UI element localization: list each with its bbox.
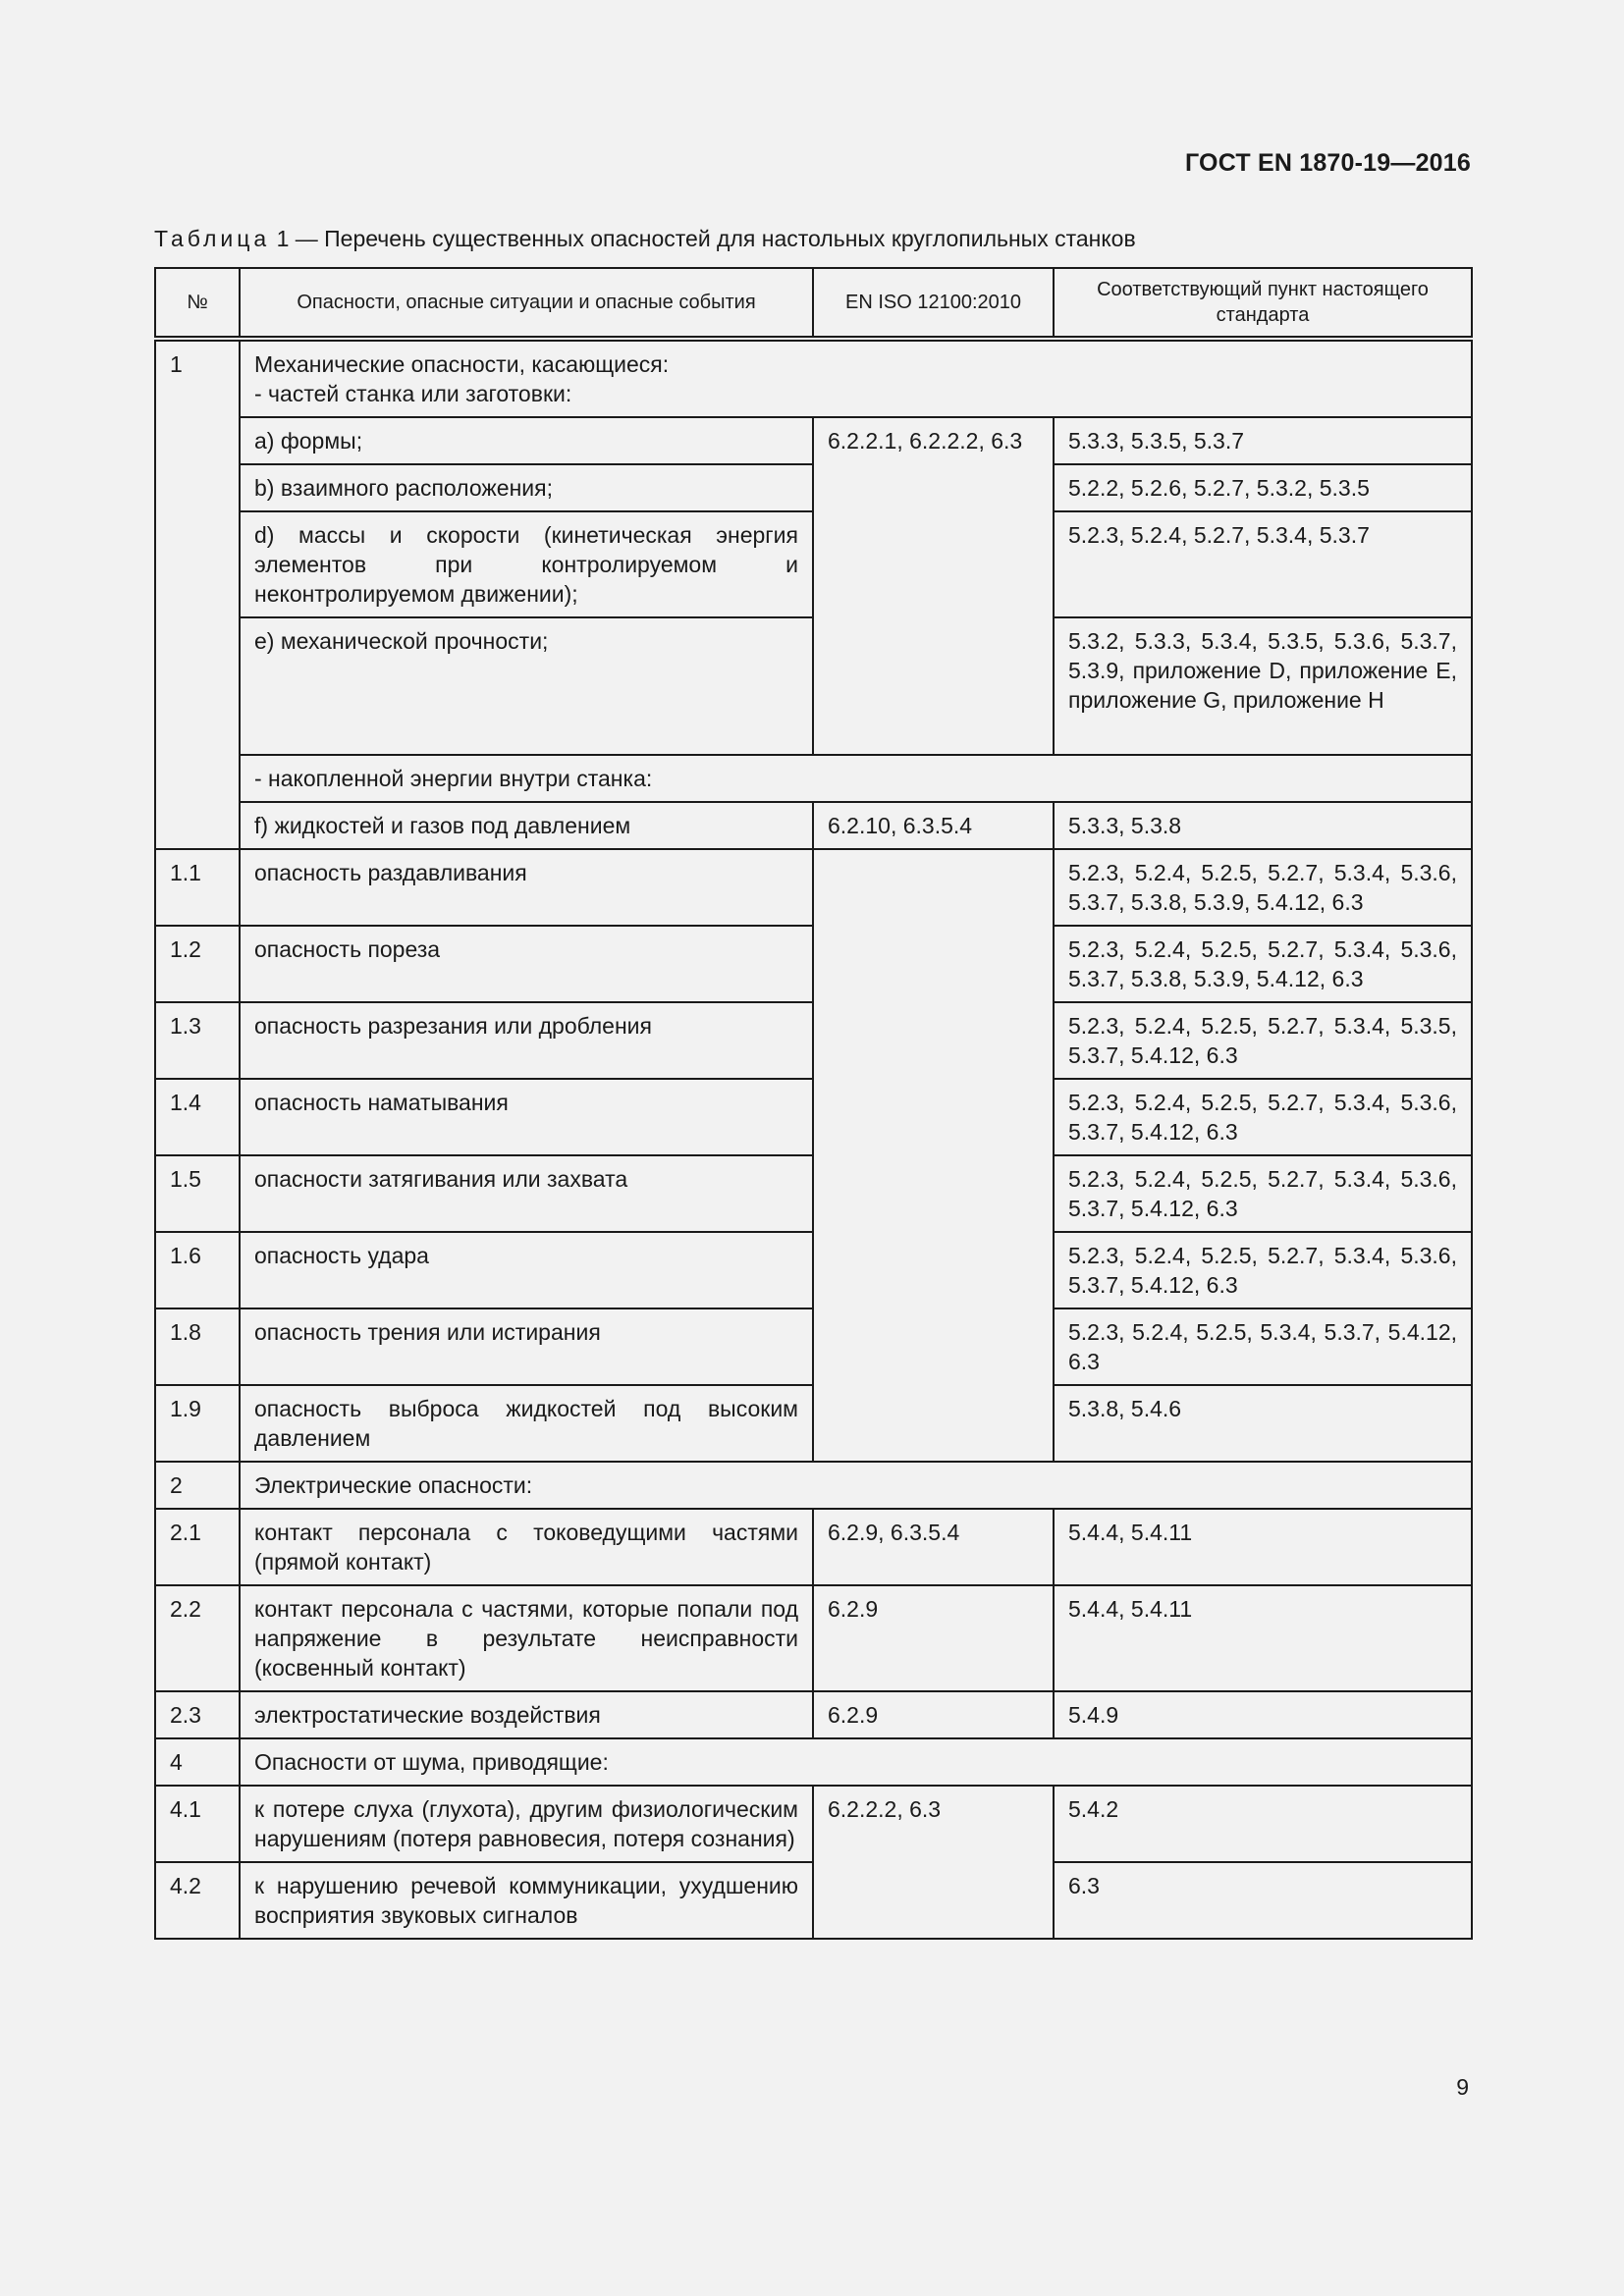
column-header-iso: EN ISO 12100:2010 — [813, 268, 1054, 339]
clause-cell: 5.4.4, 5.4.11 — [1054, 1585, 1472, 1691]
table-row — [155, 755, 1472, 802]
hazard-cell: опасность наматывания — [240, 1079, 813, 1155]
clause-cell: 5.3.3, 5.3.8 — [1054, 802, 1472, 849]
hazard-cell: e) механической прочности; — [240, 617, 813, 755]
clause-cell: 5.2.3, 5.2.4, 5.2.5, 5.2.7, 5.3.4, 5.3.5, 5.3.7, 5.4.12, 6.3 — [1054, 1002, 1472, 1079]
hazard-cell: Электрические опасности: — [240, 1462, 1472, 1509]
row-number: 1.5 — [155, 1155, 240, 1232]
iso-cell: 6.2.2.2, 6.3 — [813, 1786, 1054, 1939]
hazard-cell: f) жидкостей и газов под давлением — [240, 802, 813, 849]
row-number: 1.8 — [155, 1308, 240, 1385]
hazard-cell: d) массы и скорости (кинетическая энергия элементов при контролируемом и неконтролируемом движении); — [240, 511, 813, 617]
table-row — [155, 1691, 1472, 1738]
table-caption — [154, 226, 1136, 252]
clause-cell: 5.2.3, 5.2.4, 5.2.7, 5.3.4, 5.3.7 — [1054, 511, 1472, 617]
clause-cell: 5.2.3, 5.2.4, 5.2.5, 5.2.7, 5.3.4, 5.3.6, 5.3.7, 5.3.8, 5.3.9, 5.4.12, 6.3 — [1054, 849, 1472, 926]
hazard-cell: Опасности от шума, приводящие: — [240, 1738, 1472, 1786]
document-code: ГОСТ EN 1870-19—2016 — [1185, 149, 1471, 177]
table-row — [155, 339, 1472, 417]
hazard-cell: Механические опасности, касающиеся: - частей станка или заготовки: — [240, 339, 1472, 417]
hazard-cell: опасности затягивания или захвата — [240, 1155, 813, 1232]
table-row — [155, 802, 1472, 849]
row-number: 4.1 — [155, 1786, 240, 1862]
clause-cell: 5.2.3, 5.2.4, 5.2.5, 5.2.7, 5.3.4, 5.3.6, 5.3.7, 5.4.12, 6.3 — [1054, 1155, 1472, 1232]
caption-title: — Перечень существенных опасностей для настольных круглопильных станков — [295, 226, 1136, 251]
row-number: 1.3 — [155, 1002, 240, 1079]
clause-cell: 5.2.3, 5.2.4, 5.2.5, 5.2.7, 5.3.4, 5.3.6, 5.3.7, 5.4.12, 6.3 — [1054, 1079, 1472, 1155]
hazard-cell: опасность раздавливания — [240, 849, 813, 926]
page-number: 9 — [1456, 2074, 1469, 2100]
iso-cell: 6.2.2.1, 6.2.2.2, 6.3 — [813, 417, 1054, 755]
clause-cell: 5.2.3, 5.2.4, 5.2.5, 5.3.4, 5.3.7, 5.4.12, 6.3 — [1054, 1308, 1472, 1385]
iso-cell: 6.2.10, 6.3.5.4 — [813, 802, 1054, 849]
row-number: 1 — [155, 339, 240, 849]
row-number: 4 — [155, 1738, 240, 1786]
clause-cell: 5.3.3, 5.3.5, 5.3.7 — [1054, 417, 1472, 464]
hazard-cell: к потере слуха (глухота), другим физиологическим нарушениям (потеря равновесия, потеря сознания) — [240, 1786, 813, 1862]
row-number: 1.2 — [155, 926, 240, 1002]
row-number: 1.9 — [155, 1385, 240, 1462]
column-header-clause: Соответствующий пункт настоящего стандарта — [1054, 268, 1472, 339]
iso-cell: 6.2.9, 6.3.5.4 — [813, 1509, 1054, 1585]
table-row — [155, 1738, 1472, 1786]
clause-cell: 5.2.3, 5.2.4, 5.2.5, 5.2.7, 5.3.4, 5.3.6, 5.3.7, 5.4.12, 6.3 — [1054, 1232, 1472, 1308]
iso-cell: 6.2.9 — [813, 1585, 1054, 1691]
hazard-cell: к нарушению речевой коммуникации, ухудшению восприятия звуковых сигналов — [240, 1862, 813, 1939]
table-row — [155, 1786, 1472, 1862]
caption-number: 1 — [276, 226, 290, 251]
hazard-cell: a) формы; — [240, 417, 813, 464]
row-number: 2.3 — [155, 1691, 240, 1738]
table-row — [155, 1509, 1472, 1585]
row-number: 2.1 — [155, 1509, 240, 1585]
clause-cell: 5.2.3, 5.2.4, 5.2.5, 5.2.7, 5.3.4, 5.3.6, 5.3.7, 5.3.8, 5.3.9, 5.4.12, 6.3 — [1054, 926, 1472, 1002]
hazard-cell: b) взаимного расположения; — [240, 464, 813, 511]
table-row — [155, 849, 1472, 926]
hazard-cell: контакт персонала с частями, которые попали под напряжение в результате неисправности (косвенный контакт) — [240, 1585, 813, 1691]
hazard-cell: - накопленной энергии внутри станка: — [240, 755, 1472, 802]
table-row — [155, 1585, 1472, 1691]
hazard-cell: опасность разрезания или дробления — [240, 1002, 813, 1079]
column-header-number: № — [155, 268, 240, 339]
table-row — [155, 1462, 1472, 1509]
clause-cell: 5.4.9 — [1054, 1691, 1472, 1738]
table-row — [155, 417, 1472, 464]
row-number: 1.6 — [155, 1232, 240, 1308]
clause-cell: 5.3.8, 5.4.6 — [1054, 1385, 1472, 1462]
row-number: 4.2 — [155, 1862, 240, 1939]
row-number: 2 — [155, 1462, 240, 1509]
row-number: 2.2 — [155, 1585, 240, 1691]
caption-prefix: Таблица — [154, 226, 271, 251]
hazard-cell: опасность удара — [240, 1232, 813, 1308]
hazards-table — [154, 267, 1473, 1940]
clause-cell: 6.3 — [1054, 1862, 1472, 1939]
hazard-cell: контакт персонала с токоведущими частями (прямой контакт) — [240, 1509, 813, 1585]
table-header-row — [155, 268, 1472, 339]
row-number: 1.4 — [155, 1079, 240, 1155]
hazard-cell: опасность пореза — [240, 926, 813, 1002]
clause-cell: 5.2.2, 5.2.6, 5.2.7, 5.3.2, 5.3.5 — [1054, 464, 1472, 511]
hazard-cell: опасность трения или истирания — [240, 1308, 813, 1385]
clause-cell: 5.4.2 — [1054, 1786, 1472, 1862]
hazard-cell: электростатические воздействия — [240, 1691, 813, 1738]
hazard-cell: опасность выброса жидкостей под высоким давлением — [240, 1385, 813, 1462]
clause-cell: 5.4.4, 5.4.11 — [1054, 1509, 1472, 1585]
row-number: 1.1 — [155, 849, 240, 926]
column-header-hazards: Опасности, опасные ситуации и опасные события — [240, 268, 813, 339]
iso-cell — [813, 849, 1054, 1462]
iso-cell: 6.2.9 — [813, 1691, 1054, 1738]
clause-cell: 5.3.2, 5.3.3, 5.3.4, 5.3.5, 5.3.6, 5.3.7, 5.3.9, приложение D, приложение E, приложение G, приложение H — [1054, 617, 1472, 755]
